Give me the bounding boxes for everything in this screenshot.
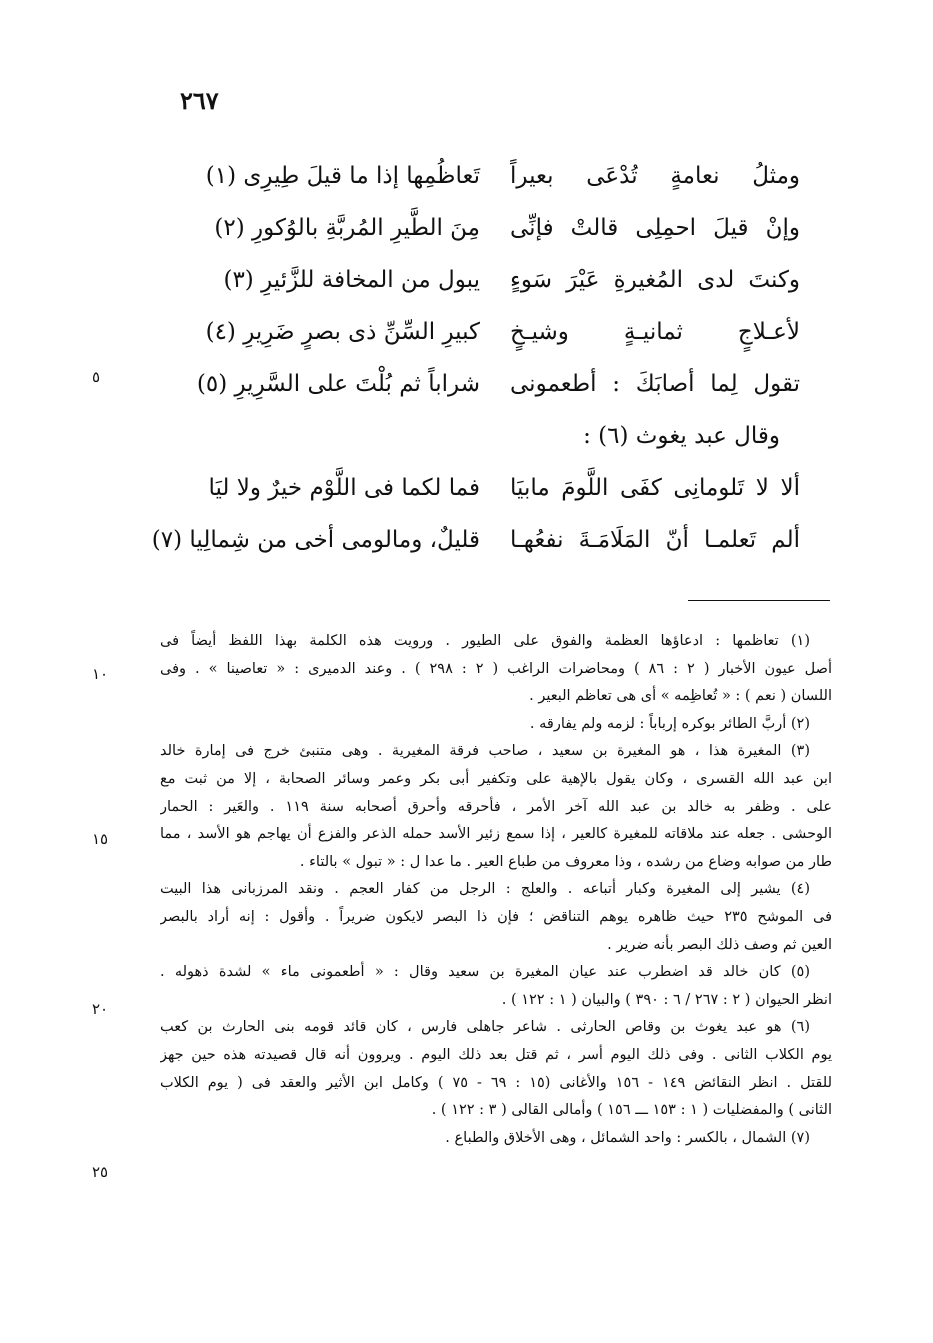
footnote-line: أصل عيون الأخبار ( ٢ : ٨٦ ) ومحاضرات الراغب ( ٢ : ٢٩٨ ) . وعند الدميرى : « تعاصينا » . وفى <box>160 660 832 677</box>
verse-first-hemistich: وكنتَ لدى المُغيرةِ عَيْرَ سَوءٍ <box>510 267 800 293</box>
verse-first-hemistich: وإنْ قيلَ احمِلِى قالتْ فإنِّى <box>510 215 800 241</box>
footnote-line: الثانى ) والمفضليات ( ١ : ١٥٣ ـــ ١٥٦ ) وأمالى القالى ( ٣ : ١٢٢ ) . <box>431 1102 832 1119</box>
footnote-line: (٢) أربَّ الطائر بوكره إرباباً : لزمه ولم يفارقه . <box>529 715 810 732</box>
verse-first-hemistich: تقول لِما أصابَكَ : أطعمونى <box>510 371 800 397</box>
verse-line <box>180 254 800 306</box>
footnote-line: ابن عبد الله القسرى ، وكان يقول بالإهية على وتكفير أبى بكر وعمر وسائر الصحابة ، إلا من ثبت مع <box>160 770 832 787</box>
footnote-line: للقتل . انظر النقائض ١٤٩ - ١٥٦ والأغانى (١٥ : ٦٩ - ٧٥ ) وكامل ابن الأثير والعقد فى ( يوم الكلاب <box>160 1074 832 1091</box>
footnote-3 <box>160 738 832 876</box>
footnote-6 <box>160 1014 832 1124</box>
page-number: ٢٦٧ <box>180 86 219 115</box>
footnote-separator <box>688 600 830 601</box>
footnote-line: (٤) يشير إلى المغيرة وكبار أتباعه . والعلج : الرجل من كفار العجم . ونقد المرزبانى هذا البيت <box>160 881 810 898</box>
footnote-line: الوحشى . جعله عند ملاقاته للمغيرة كالعير ، إذا سمع زئير الأسد حمله الذعر والفزع أن يهاجم هو الأسد ، مما <box>160 826 832 843</box>
footnote-line: (٥) كان خالد قد اضطرب عند عيان المغيرة بن سعيد وقال : « أطعمونى ماء » لشدة ذهوله . <box>160 964 810 981</box>
footnote-line: العين ثم وصف ذلك البصر بأنه ضرير . <box>607 936 832 953</box>
verse-second-hemistich: قليلٌ، ومالومى أخى من شِمالِيا (٧) <box>151 527 480 553</box>
verse-first-hemistich: لأعـلاجٍ ثمانيـةٍ وشيـخٍ <box>510 319 800 345</box>
verse-second-hemistich: فما لكما فى اللَّوْم خيرٌ ولا ليَا <box>208 475 480 501</box>
footnote-line: طار من صوابه وضاع من رشده ، وذا معروف من طباع العير . ما عدا ل : « تبول » بالتاء . <box>299 853 832 870</box>
verse-second-hemistich: يبول من المخافة للزَّئيرِ (٣) <box>223 267 480 293</box>
verse-second-hemistich: تَعاظُمِها إذا ما قيلَ طِيرِى (١) <box>205 163 480 189</box>
verses-block <box>151 150 800 566</box>
verse-line <box>180 462 800 514</box>
footnote-2 <box>160 711 832 739</box>
line-number-marker: ٥ <box>92 368 101 386</box>
verse-first-hemistich: ألا لا تَلومانِى كفَى اللَّومَ مابيَا <box>510 475 800 501</box>
verse-first-hemistich: ومثلُ نعامةٍ تُدْعَى بعيراً <box>510 163 800 189</box>
footnote-line: انظر الحيوان ( ٢ : ٢٦٧ / ٦ : ٣٩٠ ) والبيان ( ١ : ١٢٢ ) . <box>501 991 832 1008</box>
footnote-4 <box>160 876 832 959</box>
footnote-1 <box>160 628 832 711</box>
line-number-marker: ٢٥ <box>92 1163 109 1181</box>
footnote-line: (٧) الشمال ، بالكسر : واحد الشمائل ، وهى الأخلاق والطباع . <box>445 1129 810 1146</box>
footnote-line: (١) تعاظمها : ادعاؤها العظمة والفوق على الطيور . ورويت هذه الكلمة بهذا اللفظ أيضاً فى <box>160 633 810 649</box>
poem-intro: وقال عبد يغوث (٦) : <box>583 423 780 449</box>
verse-second-hemistich: مِنَ الطَّيرِ المُربَّةِ بالوُكورِ (٢) <box>214 215 480 241</box>
verse-line <box>180 306 800 358</box>
footnote-line: يوم الكلاب الثانى . وفى ذلك اليوم أسر ، ثم قتل بعد ذلك اليوم . ويروون أنه قال قصيدته هذه حين جهز <box>160 1046 832 1063</box>
verse-second-hemistich: شراباً ثم بُلْتَ على السَّرِيرِ (٥) <box>196 371 480 397</box>
footnote-line: على . وظفر به خالد بن عبد الله آخر الأمر ، فأحرقه وأحرق أصحابه سنة ١١٩ . والعَير : الحمار <box>160 798 832 815</box>
verse-first-hemistich: ألم تَعلمـا أنّ المَلَامَـةَ نفعُهـا <box>510 527 800 553</box>
line-number-marker: ١٠ <box>92 665 109 683</box>
verse-line <box>180 202 800 254</box>
verse-line <box>180 358 800 410</box>
footnote-7 <box>160 1125 832 1153</box>
line-number-marker: ٢٠ <box>92 1000 109 1018</box>
footnotes <box>160 628 832 1152</box>
verse-line <box>180 150 800 202</box>
line-number-marker: ١٥ <box>92 830 109 848</box>
verse-line <box>151 514 800 566</box>
footnote-line: (٦) هو عبد يغوث بن وقاص الحارثى . شاعر جاهلى فارس ، كان قائد قومه بنى الحارث بن كعب <box>160 1019 810 1036</box>
verse-second-hemistich: كبيرِ السِّنِّ ذى بصرٍ ضَرِيرِ (٤) <box>205 319 480 345</box>
footnote-5 <box>160 959 832 1014</box>
footnote-line: فى الموشح ٢٣٥ حيث ظاهره يوهم التناقض ؛ فإن ذا البصر لايكون ضريراً . وأقول : إنه أراد بالبصر <box>160 908 832 925</box>
footnote-line: اللسان ( نعم ) : « تُعاظِمه » أى هى تعاظم البعير . <box>529 688 832 705</box>
footnote-line: (٣) المغيرة هذا ، هو المغيرة بن سعيد ، صاحب فرقة المغيرية . وهى متنبئ خرج فى إمارة خالد <box>160 743 810 760</box>
